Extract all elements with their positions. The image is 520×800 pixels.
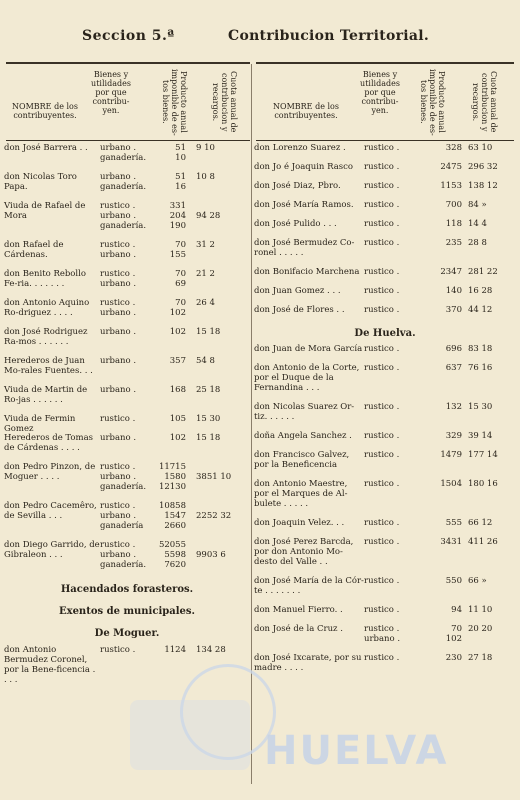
property-type: rustico .: [364, 286, 400, 296]
page-header: [0, 24, 520, 46]
taxable-product: 5598: [164, 550, 186, 560]
contributor-name: don José de Flores . .: [254, 305, 345, 315]
property-type: urbano .: [100, 308, 137, 318]
table-row: [254, 143, 516, 162]
property-type: rustico .: [100, 462, 136, 472]
taxable-product: 168: [169, 385, 186, 395]
annual-quota: 9903 6: [196, 550, 226, 560]
property-type: urbano .: [100, 356, 137, 366]
col-header-cuota-right: Cuota anual de contribucion y recargos.: [471, 71, 498, 133]
taxable-product: 10: [175, 153, 186, 163]
taxable-product: 3431: [440, 537, 462, 547]
contributor-name: don Juan Gomez . . .: [254, 286, 341, 296]
contributor-name: don Antonio Maestre, por el Marques de Al-bulete . . . . .: [254, 479, 348, 509]
annual-quota: 63 10: [468, 143, 493, 153]
annual-quota: 54 8: [196, 356, 215, 366]
section-heading: Hacendados forasteros.: [60, 584, 194, 595]
property-type: ganadería.: [100, 560, 147, 570]
property-type: rustico .: [364, 576, 400, 586]
table-row: [254, 219, 516, 238]
property-type: rustico .: [364, 219, 400, 229]
table-row: [254, 653, 516, 682]
header-separator-left: [6, 140, 250, 141]
annual-quota: 411 26: [468, 537, 498, 547]
annual-quota: 84 »: [468, 200, 487, 210]
table-row: [254, 363, 516, 402]
contributor-name: don Bonifacio Marchena: [254, 267, 360, 277]
annual-quota: 39 14: [468, 431, 493, 441]
property-type: ganadería.: [100, 153, 147, 163]
property-type: rustico .: [364, 479, 400, 489]
taxable-product: 140: [445, 286, 462, 296]
taxable-product: 331: [169, 201, 186, 211]
annual-quota: 15 30: [196, 414, 221, 424]
contributor-name: don Nicolas Toro Papa.: [4, 172, 77, 192]
table-row: [254, 181, 516, 200]
taxable-product: 102: [169, 327, 186, 337]
property-type: rustico .: [100, 540, 136, 550]
property-type: ganadería.: [100, 221, 147, 231]
taxable-product: 370: [445, 305, 462, 315]
annual-quota: 3851 10: [196, 472, 232, 482]
annual-quota: 134 28: [196, 645, 226, 655]
section-heading: Exentos de municipales.: [58, 606, 195, 617]
table-row: [254, 402, 516, 431]
property-type: rustico .: [100, 269, 136, 279]
taxable-product: 69: [175, 279, 186, 289]
contributor-name: don José de la Cruz .: [254, 624, 343, 634]
contributor-name: Viuda de Rafael de Mora: [4, 201, 86, 221]
property-type: rustico .: [100, 298, 136, 308]
annual-quota: 11 10: [468, 605, 493, 615]
property-type: rustico .: [100, 414, 136, 424]
property-type: rustico .: [364, 162, 400, 172]
contributor-name: Viuda de Fermin Gomez: [4, 414, 76, 434]
table-row: [254, 431, 516, 450]
table-row: [254, 267, 516, 286]
table-row: [4, 298, 250, 327]
taxable-product: 118: [445, 219, 462, 229]
col-header-name-left: NOMBRE de los contribuyentes.: [12, 102, 78, 120]
contributor-name: don Juan de Mora García: [254, 344, 363, 354]
property-type: rustico .: [100, 240, 136, 250]
contributor-name: Viuda de Martin de Ro-jas . . . . . .: [4, 385, 88, 405]
annual-quota: 9 10: [196, 143, 215, 153]
annual-quota: 94 28: [196, 211, 221, 221]
property-type: rustico .: [364, 238, 400, 248]
table-row: [4, 172, 250, 201]
contributor-name: don Lorenzo Suarez .: [254, 143, 346, 153]
taxable-product: 70: [175, 240, 186, 250]
taxable-product: 1504: [440, 479, 462, 489]
annual-quota: 66 12: [468, 518, 493, 528]
annual-quota: 20 20: [468, 624, 493, 634]
contributor-name: don José Barrera . .: [4, 143, 88, 153]
annual-quota: 177 14: [468, 450, 498, 460]
property-type: rustico .: [364, 305, 400, 315]
taxable-product: 329: [445, 431, 462, 441]
contributor-name: don Antonio de la Corte, por el Duque de la Fernandina . . .: [254, 363, 360, 393]
taxable-product: 637: [445, 363, 462, 373]
taxable-product: 70: [451, 624, 462, 634]
property-type: ganadería.: [100, 182, 147, 192]
property-type: urbano .: [100, 433, 137, 443]
taxable-product: 190: [169, 221, 186, 231]
contributor-name: don Nicolas Suarez Or-tiz. . . . . .: [254, 402, 355, 422]
taxable-product: 2660: [164, 521, 186, 531]
property-type: urbano .: [100, 172, 137, 182]
taxable-product: 105: [169, 414, 186, 424]
table-row: [254, 479, 516, 518]
property-type: rustico .: [364, 143, 400, 153]
property-type: urbano .: [100, 511, 137, 521]
taxable-product: 204: [169, 211, 186, 221]
property-type: rustico .: [364, 181, 400, 191]
property-type: urbano .: [100, 327, 137, 337]
col-header-producto-right: Producto anual imponible de es-tos bienes.: [419, 68, 446, 136]
taxable-product: 51: [175, 143, 186, 153]
annual-quota: 26 4: [196, 298, 215, 308]
annual-quota: 281 22: [468, 267, 498, 277]
contributor-name: don Antonio Aquino Ro-driguez . . . .: [4, 298, 90, 318]
taxable-product: 70: [175, 298, 186, 308]
property-type: rustico .: [364, 431, 400, 441]
property-type: rustico .: [100, 501, 136, 511]
taxable-product: 357: [169, 356, 186, 366]
table-row: [254, 200, 516, 219]
table-row: [254, 518, 516, 537]
contributor-name: don José Ixcarate, por su madre . . . .: [254, 653, 362, 673]
annual-quota: 28 8: [468, 238, 487, 248]
property-type: urbano .: [100, 385, 137, 395]
annual-quota: 16 28: [468, 286, 493, 296]
taxable-product: 7620: [164, 560, 186, 570]
table-row: [254, 238, 516, 267]
taxable-product: 2475: [440, 162, 462, 172]
table-row: [4, 143, 250, 172]
taxable-product: 132: [445, 402, 462, 412]
table-row: [4, 356, 250, 385]
property-type: rustico .: [364, 518, 400, 528]
contributor-name: Herederos de Tomas de Cárdenas . . . .: [4, 433, 94, 453]
watermark: HUELVA: [264, 728, 449, 774]
header-rule-left: [6, 62, 250, 64]
table-row: [254, 537, 516, 576]
taxable-product: 328: [445, 143, 462, 153]
annual-quota: 14 4: [468, 219, 487, 229]
table-row: [4, 201, 250, 240]
taxable-product: 12130: [158, 482, 186, 492]
section-title: Seccion 5.ª: [82, 28, 175, 44]
col-header-cuota-left: Cuota anual de contribucion y recargos.: [211, 71, 238, 133]
taxable-product: 1124: [164, 645, 186, 655]
property-type: urbano .: [100, 250, 137, 260]
table-row: [4, 540, 250, 579]
taxable-product: 700: [445, 200, 462, 210]
annual-quota: 31 2: [196, 240, 215, 250]
property-type: rustico .: [100, 201, 136, 211]
contributor-name: don Benito Rebollo Fe-ria. . . . . . .: [4, 269, 86, 289]
section-heading: De Huelva.: [354, 328, 416, 339]
taxable-product: 2347: [440, 267, 462, 277]
table-row: [4, 501, 250, 540]
table-row: [254, 624, 516, 653]
contributor-name: don Joaquin Velez. . .: [254, 518, 345, 528]
taxable-product: 51: [175, 172, 186, 182]
taxable-product: 52055: [158, 540, 186, 550]
section-heading: De Moguer.: [94, 628, 160, 639]
contributor-name: don Antonio Bermudez Coronel, por la Bene-ficencia . . . .: [4, 645, 96, 685]
table-row: [254, 605, 516, 624]
table-row: [254, 576, 516, 605]
taxable-product: 102: [169, 433, 186, 443]
table-row: [254, 450, 516, 479]
contributor-name: don Rafael de Cárdenas.: [4, 240, 64, 260]
annual-quota: 138 12: [468, 181, 498, 191]
table-row: [4, 433, 250, 462]
contributor-name: don José Bermudez Co-ronel . . . . .: [254, 238, 355, 258]
header-rule-right: [256, 62, 514, 64]
taxable-product: 10858: [158, 501, 186, 511]
property-type: rustico .: [364, 653, 400, 663]
annual-quota: 25 18: [196, 385, 221, 395]
contributor-name: don José Pulido . . .: [254, 219, 337, 229]
annual-quota: 10 8: [196, 172, 215, 182]
annual-quota: 2252 32: [196, 511, 232, 521]
property-type: rustico .: [100, 645, 136, 655]
annual-quota: 83 18: [468, 344, 493, 354]
contributor-name: don Pedro Cacemêro, de Sevilla . . .: [4, 501, 97, 521]
taxable-product: 1479: [440, 450, 462, 460]
property-type: urbano .: [100, 279, 137, 289]
property-type: rustico .: [364, 267, 400, 277]
table-row: [4, 385, 250, 414]
taxable-product: 102: [169, 308, 186, 318]
property-type: rustico .: [364, 450, 400, 460]
taxable-product: 155: [169, 250, 186, 260]
property-type: rustico .: [364, 605, 400, 615]
contributor-name: don José María Ramos.: [254, 200, 354, 210]
taxable-product: 70: [175, 269, 186, 279]
contributor-name: don José Diaz, Pbro.: [254, 181, 341, 191]
table-row: [254, 305, 516, 324]
col-header-name-right: NOMBRE de los contribuyentes.: [273, 102, 339, 120]
annual-quota: 180 16: [468, 479, 498, 489]
annual-quota: 76 16: [468, 363, 493, 373]
annual-quota: 15 30: [468, 402, 493, 412]
property-type: rustico .: [364, 402, 400, 412]
annual-quota: 66 »: [468, 576, 487, 586]
taxable-product: 696: [445, 344, 462, 354]
header-separator-right: [256, 140, 514, 141]
taxable-product: 1580: [164, 472, 186, 482]
property-type: rustico .: [364, 363, 400, 373]
table-row: [4, 327, 250, 356]
annual-quota: 15 18: [196, 433, 221, 443]
property-type: urbano .: [100, 472, 137, 482]
annual-quota: 15 18: [196, 327, 221, 337]
contributor-name: don José María de la Cór-te . . . . . . .: [254, 576, 364, 596]
property-type: rustico .: [364, 200, 400, 210]
taxable-product: 102: [445, 634, 462, 644]
contributor-name: doña Angela Sanchez .: [254, 431, 352, 441]
col-header-bienes-left: Bienes y utilidades por que contribu-yen.: [91, 70, 131, 115]
table-row: [4, 645, 250, 684]
property-type: rustico .: [364, 344, 400, 354]
table-row: [4, 414, 250, 433]
taxable-product: 1153: [440, 181, 462, 191]
taxable-product: 94: [451, 605, 462, 615]
contributor-name: don Diego Garrido, de Gibraleon . . .: [4, 540, 100, 560]
right-column: [254, 143, 516, 682]
contributor-name: don Jo é Joaquin Rasco: [254, 162, 353, 172]
property-type: urbano .: [100, 550, 137, 560]
page-title: Contribucion Territorial.: [228, 28, 430, 44]
contributor-name: don Manuel Fierro. .: [254, 605, 343, 615]
property-type: ganadería: [100, 521, 144, 531]
table-row: [254, 286, 516, 305]
property-type: urbano .: [100, 211, 137, 221]
property-type: urbano .: [364, 634, 401, 644]
taxable-product: 16: [175, 182, 186, 192]
annual-quota: 296 32: [468, 162, 498, 172]
property-type: rustico .: [364, 624, 400, 634]
property-type: urbano .: [100, 143, 137, 153]
taxable-product: 550: [445, 576, 462, 586]
taxable-product: 1547: [164, 511, 186, 521]
taxable-product: 235: [445, 238, 462, 248]
table-row: [4, 269, 250, 298]
contributor-name: don José Rodriguez Ra-mos . . . . . .: [4, 327, 88, 347]
contributor-name: Herederos de Juan Mo-rales Fuentes. . .: [4, 356, 93, 376]
taxable-product: 230: [445, 653, 462, 663]
table-row: [4, 462, 250, 501]
contributor-name: don Francisco Galvez, por la Beneficencia: [254, 450, 350, 470]
annual-quota: 21 2: [196, 269, 215, 279]
taxable-product: 11715: [158, 462, 186, 472]
annual-quota: 27 18: [468, 653, 493, 663]
col-header-producto-left: Producto anual imponible de es-tos bienes.: [161, 68, 188, 136]
annual-quota: 44 12: [468, 305, 493, 315]
property-type: ganadería.: [100, 482, 147, 492]
property-type: rustico .: [364, 537, 400, 547]
table-row: [254, 162, 516, 181]
contributor-name: don José Perez Barcda, por don Antonio Mo-desto del Valle . .: [254, 537, 354, 567]
table-row: [254, 344, 516, 363]
contributor-name: don Pedro Pinzon, de Moguer . . . .: [4, 462, 96, 482]
col-header-bienes-right: Bienes y utilidades por que contribu-yen.: [360, 70, 400, 115]
table-row: [4, 240, 250, 269]
left-column: [4, 143, 250, 684]
taxable-product: 555: [445, 518, 462, 528]
